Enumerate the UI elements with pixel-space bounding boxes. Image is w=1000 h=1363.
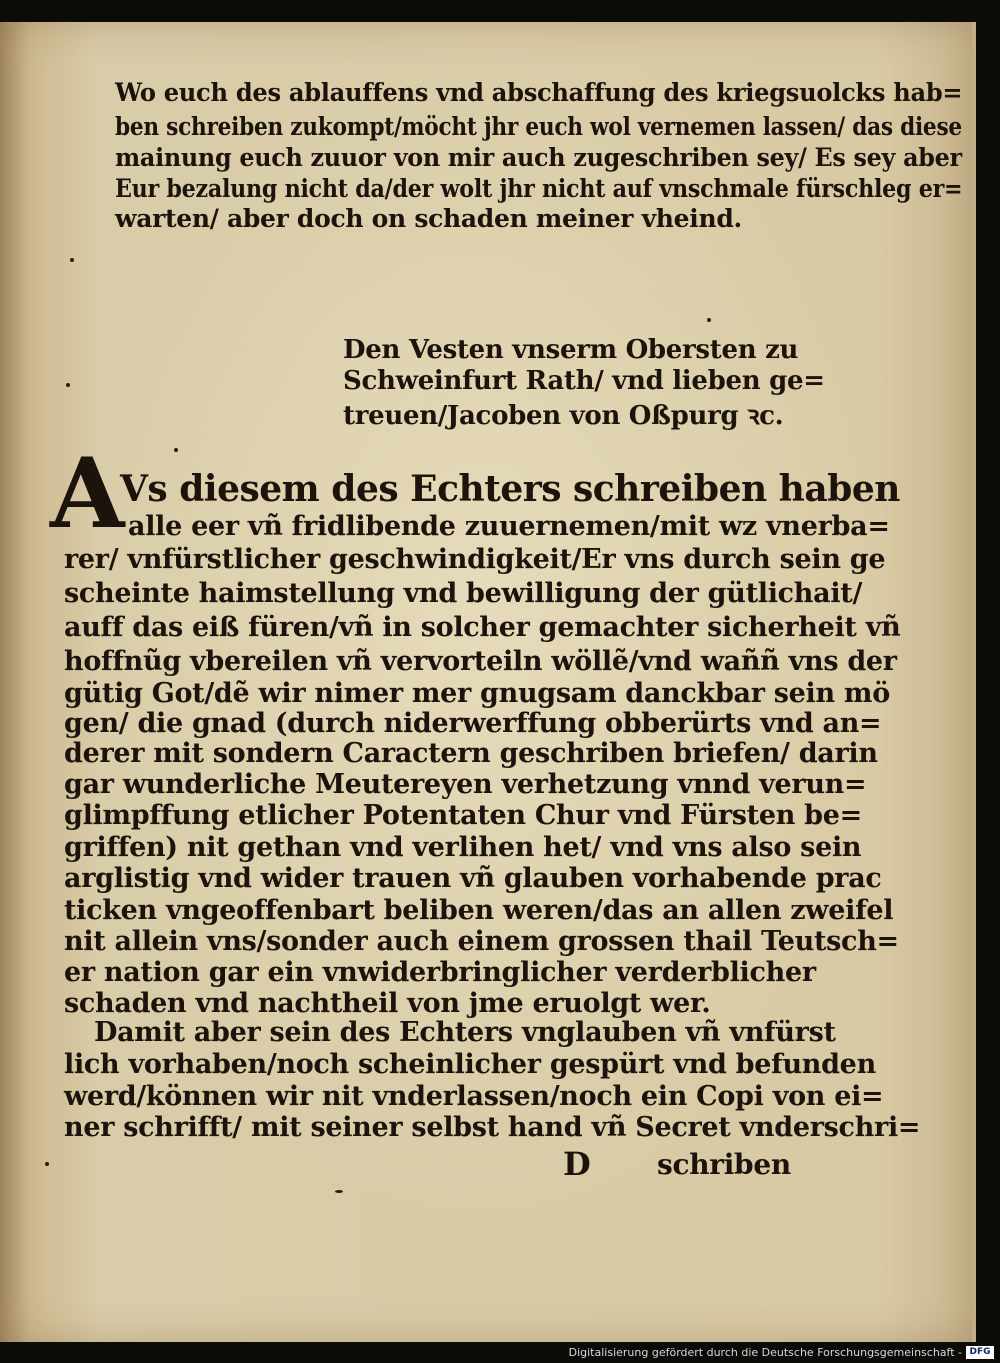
ink-speck	[45, 1162, 49, 1166]
ink-speck	[335, 1190, 343, 1193]
initial-letter: A	[50, 437, 125, 550]
funding-credit: Digitalisierung gefördert durch die Deutsche Forschungsgemeinschaft -	[568, 1346, 962, 1359]
body-line: glimpffung etlicher Potentaten Chur vnd Fürsten be=	[64, 800, 862, 831]
body-line: werd/können wir nit vnderlassen/noch ein Copi von ei=	[64, 1081, 884, 1112]
body-line: rer/ vnfürstlicher geschwindigkeit/Er vns durch sein ge	[64, 544, 886, 575]
body-line: hoffnũg vbereilen vñ vervorteiln wöllẽ/vnd waññ vns der	[64, 646, 897, 677]
address-line: Den Vesten vnserm Obersten zu	[343, 335, 799, 365]
top-paragraph-line: Eur bezalung nicht da/der wolt jhr nicht auf vnschmale fürschleg er=	[115, 174, 963, 203]
body-line: ner schrifft/ mit seiner selbst hand vñ Secret vnderschri=	[64, 1112, 921, 1143]
top-paragraph-line: Wo euch des ablauffens vnd abschaffung des kriegsuolcks hab=	[115, 78, 963, 107]
signature-mark: D	[563, 1145, 591, 1183]
top-paragraph-line: mainung euch zuuor von mir auch zugeschriben sey/ Es sey aber	[115, 143, 962, 172]
body-line: auff das eiß füren/vñ in solcher gemachter sicherheit vñ	[64, 612, 901, 643]
body-line: Damit aber sein des Echters vnglauben vñ vnfürst	[94, 1017, 836, 1048]
body-line: arglistig vnd wider trauen vñ glauben vorhabende prac	[64, 863, 882, 894]
top-paragraph-line: warten/ aber doch on schaden meiner vheind.	[115, 204, 742, 233]
body-line: gen/ die gnad (durch niderwerffung obberürts vnd an=	[64, 708, 882, 739]
body-line: derer mit sondern Caractern geschriben briefen/ darin	[64, 738, 878, 769]
ink-speck	[70, 258, 74, 262]
body-line: schaden vnd nachtheil von jme eruolgt wer.	[64, 988, 711, 1019]
body-line: gar wunderliche Meutereyen verhetzung vnnd verun=	[64, 769, 867, 800]
body-line: griffen) nit gethan vnd verlihen het/ vnd vns also sein	[64, 832, 862, 863]
ink-speck	[66, 383, 70, 387]
body-line: nit allein vns/sonder auch einem grossen thail Teutsch=	[64, 926, 899, 957]
body-line: ticken vngeoffenbart beliben weren/das an allen zweifel	[64, 895, 894, 926]
page-edge	[972, 22, 976, 1342]
catchword: schriben	[657, 1148, 791, 1181]
top-paragraph-line: ben schreiben zukompt/möcht jhr euch wol vernemen lassen/ das diese	[115, 112, 962, 141]
body-line: gütig Got/dẽ wir nimer mer gnugsam danckbar sein mö	[64, 678, 890, 709]
body-line: scheinte haimstellung vnd bewilligung der gütlichait/	[64, 578, 863, 609]
address-line: Schweinfurt Rath/ vnd lieben ge=	[343, 366, 825, 396]
headline: Vs diesem des Echters schreiben haben	[120, 468, 900, 510]
body-line: lich vorhaben/noch scheinlicher gespürt vnd befunden	[64, 1049, 876, 1080]
dfg-logo: DFG	[966, 1346, 994, 1359]
address-line: treuen/Jacoben von Oßpurg ꝛc.	[343, 401, 784, 431]
ink-speck	[174, 448, 178, 452]
body-line: er nation gar ein vnwiderbringlicher verderblicher	[64, 957, 816, 988]
ink-speck	[707, 318, 711, 322]
body-line: alle eer vñ fridlibende zuuernemen/mit wz vnerba=	[128, 511, 890, 542]
footer-bar	[0, 1342, 1000, 1363]
